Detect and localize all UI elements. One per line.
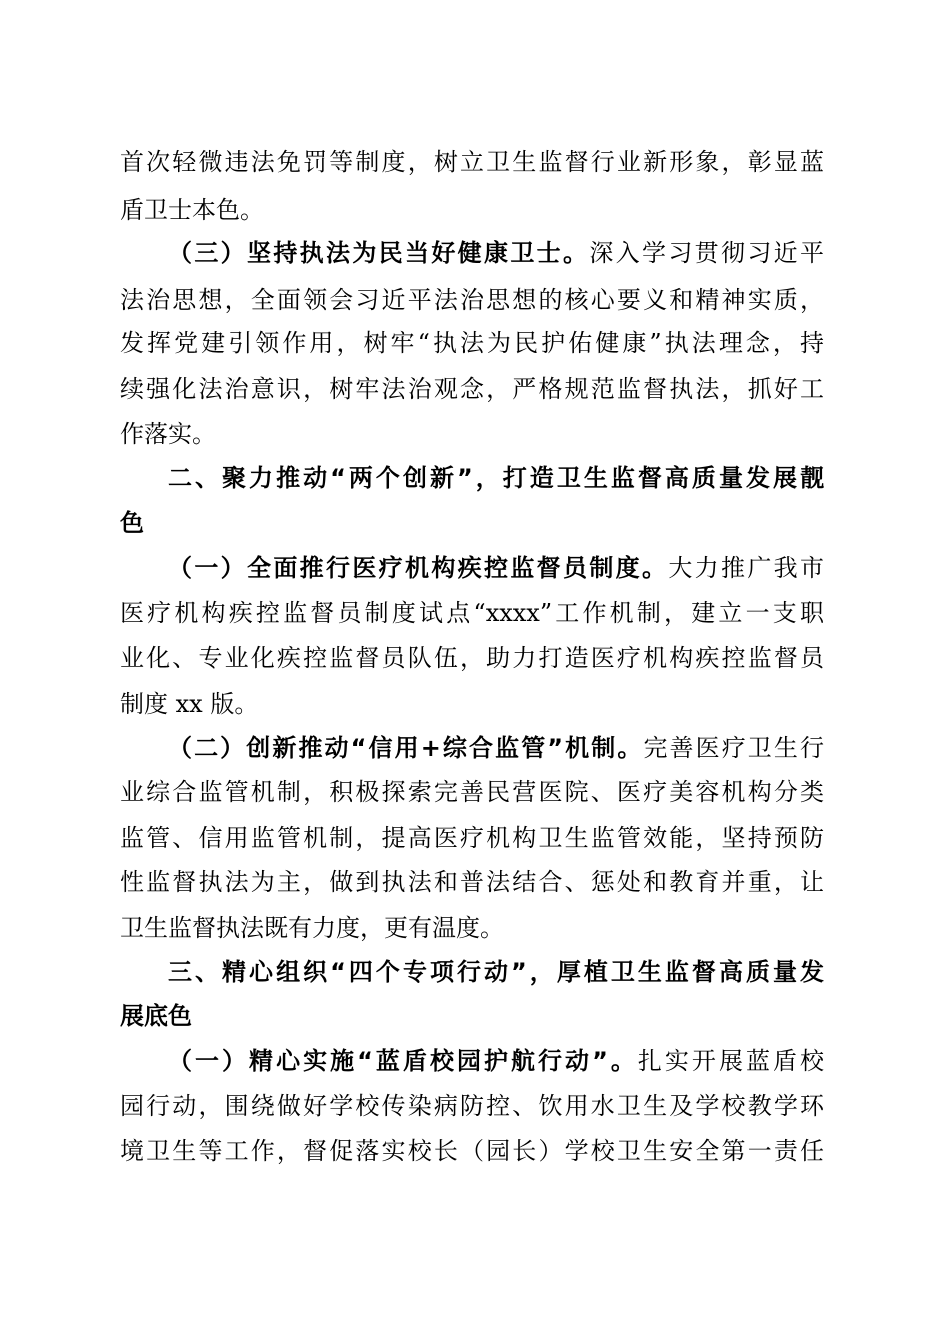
section-heading: 二、聚力推动“两个创新”，打造卫生监督高质量发展靓 xyxy=(168,464,824,492)
paragraph-line: 首次轻微违法免罚等制度，树立卫生监督行业新形象，彰显蓝 xyxy=(120,148,824,176)
paragraph-line: 卫生监督执法既有力度，更有温度。 xyxy=(120,914,504,942)
paragraph-line: 续强化法治意识，树牢法治观念，严格规范监督执法，抓好工 xyxy=(120,375,824,403)
paragraph-line: 性监督执法为主，做到执法和普法结合、惩处和教育并重，让 xyxy=(120,868,824,896)
paragraph-line: 园行动，围绕做好学校传染病防控、饮用水卫生及学校教学环 xyxy=(120,1092,824,1120)
paragraph-line xyxy=(168,1046,824,1076)
paragraph-line xyxy=(168,238,824,268)
paragraph-text: 深入学习贯彻习近平 xyxy=(589,239,825,267)
paragraph-line: 业综合监管机制，积极探索完善民营医院、医疗美容机构分类 xyxy=(120,778,824,806)
paragraph-line: 境卫生等工作，督促落实校长（园长）学校卫生安全第一责任 xyxy=(120,1137,824,1165)
section-heading: 展底色 xyxy=(120,1002,192,1030)
paragraph-line: 作落实。 xyxy=(120,420,216,448)
section-heading: 三、精心组织“四个专项行动”，厚植卫生监督高质量发 xyxy=(168,958,824,986)
subheading: （一）精心实施“蓝盾校园护航行动”。 xyxy=(168,1047,638,1075)
subheading: （二）创新推动“信用+综合监管”机制。 xyxy=(168,734,644,762)
subheading: （三）坚持执法为民当好健康卫士。 xyxy=(168,239,590,267)
paragraph-line: 发挥党建引领作用，树牢“执法为民护佑健康”执法理念，持 xyxy=(120,329,824,357)
paragraph-line: 盾卫士本色。 xyxy=(120,196,264,224)
paragraph-text: 大力推广我市 xyxy=(668,554,825,582)
paragraph-text: 完善医疗卫生行 xyxy=(643,734,824,762)
paragraph-line xyxy=(168,553,824,583)
paragraph-line: 医疗机构疾控监督员制度试点“xxxx”工作机制，建立一支职 xyxy=(120,599,824,627)
paragraph-line: 制度 xx 版。 xyxy=(120,690,259,718)
paragraph-line: 业化、专业化疾控监督员队伍，助力打造医疗机构疾控监督员 xyxy=(120,644,824,672)
paragraph-line: 监管、信用监管机制，提高医疗机构卫生监管效能，坚持预防 xyxy=(120,824,824,852)
paragraph-text: 扎实开展蓝盾校 xyxy=(637,1047,825,1075)
paragraph-line: 法治思想，全面领会习近平法治思想的核心要义和精神实质， xyxy=(120,286,824,314)
section-heading: 色 xyxy=(120,509,144,537)
paragraph-line xyxy=(168,733,824,763)
subheading: （一）全面推行医疗机构疾控监督员制度。 xyxy=(168,554,669,582)
